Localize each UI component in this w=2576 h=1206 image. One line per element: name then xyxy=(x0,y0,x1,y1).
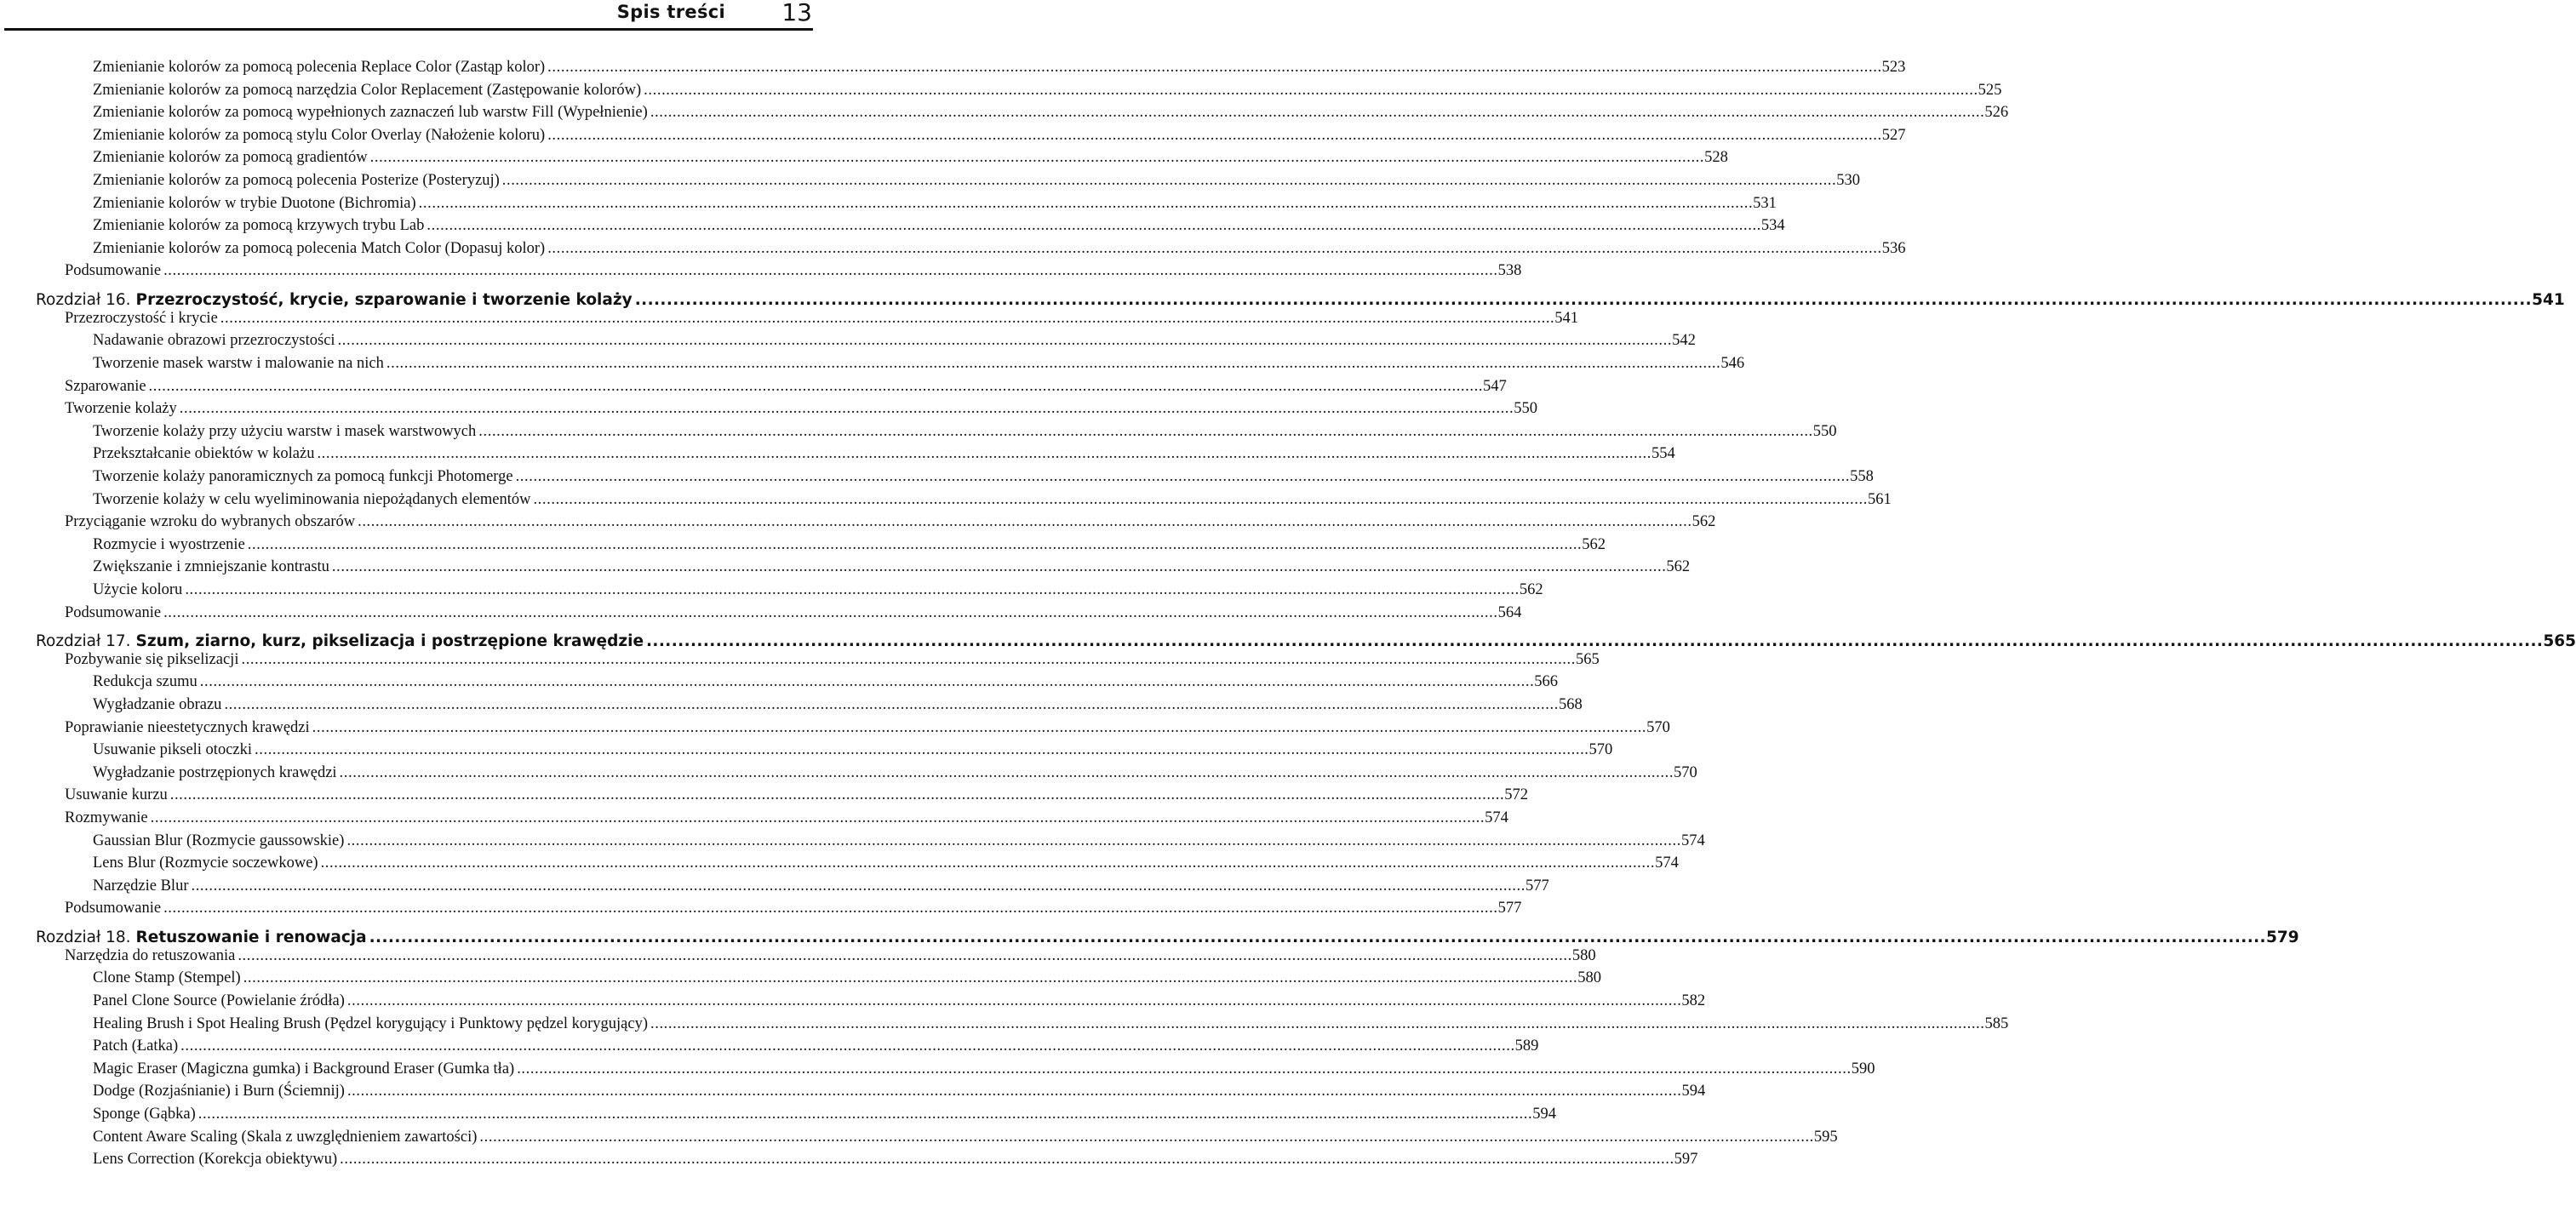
entry-title: Zmienianie kolorów za pomocą gradientów xyxy=(93,149,368,167)
entry-page-number: 528 xyxy=(1704,149,1728,167)
entry-page-number: 579 xyxy=(2265,929,2299,946)
entry-page-number: 565 xyxy=(2543,632,2576,651)
dot-leader: ............................................................................................................................................................................................................................................................................................................ xyxy=(179,400,1514,418)
entry-title: Przezroczystość, krycie, szparowanie i tworzenie kolaży xyxy=(135,291,633,309)
dot-leader: ............................................................................................................................................................................................................................................................................................................ xyxy=(148,377,1484,395)
toc-section xyxy=(0,377,1507,400)
toc-section xyxy=(0,603,1522,626)
entry-title: Zmienianie kolorów za pomocą wypełnionych zaznaczeń lub warstw Fill (Wypełnienie) xyxy=(93,104,648,122)
entry-page-number: 574 xyxy=(1485,809,1508,826)
dot-leader: ............................................................................................................................................................................................................................................................................................................ xyxy=(150,809,1485,826)
toc-subsection xyxy=(0,422,1837,445)
entry-title: Podsumowanie xyxy=(65,900,162,917)
entry-title: Użycie koloru xyxy=(93,580,183,598)
toc-subsection xyxy=(0,877,1549,900)
entry-title: Sponge (Gąbka) xyxy=(93,1105,196,1123)
dot-leader: ............................................................................................................................................................................................................................................................................................................ xyxy=(547,239,1882,257)
dot-leader: ............................................................................................................................................................................................................................................................................................................ xyxy=(650,1015,1985,1032)
entry-title: Szum, ziarno, kurz, pikselizacja i postrzępione krawędzie xyxy=(135,632,644,651)
entry-title: Clone Stamp (Stempel) xyxy=(93,969,241,987)
entry-title: Lens Correction (Korekcja obiektywu) xyxy=(93,1151,338,1169)
dot-leader: ............................................................................................................................................................................................................................................................................................................ xyxy=(650,104,1985,122)
toc-subsection xyxy=(0,1128,1838,1151)
page-number: 13 xyxy=(781,0,812,26)
entry-title: Przekształcanie obiektów w kolażu xyxy=(93,445,315,463)
dot-leader: ............................................................................................................................................................................................................................................................................................................ xyxy=(515,467,1851,485)
toc-subsection xyxy=(0,81,2002,104)
entry-page-number: 561 xyxy=(1867,490,1892,508)
dot-leader: ............................................................................................................................................................................................................................................................................................................ xyxy=(547,59,1882,76)
toc-subsection xyxy=(0,1060,1875,1083)
dot-leader: ............................................................................................................................................................................................................................................................................................................ xyxy=(199,673,1535,691)
toc-subsection xyxy=(0,172,1860,194)
dot-leader: ............................................................................................................................................................................................................................................................................................................ xyxy=(340,1151,1674,1169)
entry-page-number: 554 xyxy=(1651,445,1675,463)
dot-leader: ............................................................................................................................................................................................................................................................................................................ xyxy=(644,81,1978,99)
entry-page-number: 534 xyxy=(1760,217,1785,235)
entry-page-number: 590 xyxy=(1851,1060,1875,1077)
toc-subsection xyxy=(0,332,1696,354)
toc-subsection xyxy=(0,558,1691,580)
entry-page-number: 547 xyxy=(1483,377,1507,395)
entry-page-number: 570 xyxy=(1674,763,1697,781)
entry-page-number: 580 xyxy=(1571,946,1596,964)
toc-section xyxy=(0,262,1522,284)
toc-subsection xyxy=(0,741,1613,763)
entry-page-number: 594 xyxy=(1532,1105,1556,1123)
dot-leader: ............................................................................................................................................................................................................................................................................................................ xyxy=(478,422,1813,440)
toc-section xyxy=(0,718,1670,741)
toc-subsection xyxy=(0,217,1785,239)
entry-title: Lens Blur (Rozmycie soczewkowe) xyxy=(93,854,318,872)
toc-subsection xyxy=(0,354,1745,377)
dot-leader: ............................................................................................................................................................................................................................................................................................................ xyxy=(331,558,1667,576)
entry-page-number: 597 xyxy=(1674,1151,1698,1169)
entry-title: Narzędzia do retuszowania xyxy=(65,946,236,964)
toc-subsection xyxy=(0,490,1892,513)
entry-title: Zmienianie kolorów za pomocą stylu Color Overlay (Nałożenie koloru) xyxy=(93,126,546,144)
entry-title: Usuwanie pikseli otoczki xyxy=(93,741,253,759)
dot-leader: ............................................................................................................................................................................................................................................................................................................ xyxy=(224,696,1559,713)
toc-subsection xyxy=(0,1037,1539,1060)
toc-section xyxy=(0,513,1716,535)
dot-leader: ............................................................................................................................................................................................................................................................................................................ xyxy=(369,929,2266,946)
dot-leader: ............................................................................................................................................................................................................................................................................................................ xyxy=(418,194,1754,212)
entry-title: Narzędzie Blur xyxy=(93,877,189,894)
entry-title: Gaussian Blur (Rozmycie gaussowskie) xyxy=(93,832,345,849)
toc-subsection xyxy=(0,673,1559,695)
dot-leader: ............................................................................................................................................................................................................................................................................................................ xyxy=(185,580,1520,598)
entry-page-number: 577 xyxy=(1525,877,1549,894)
dot-leader: ............................................................................................................................................................................................................................................................................................................ xyxy=(533,490,1868,508)
toc-subsection xyxy=(0,1151,1698,1173)
dot-leader: ............................................................................................................................................................................................................................................................................................................ xyxy=(339,763,1674,781)
entry-page-number: 546 xyxy=(1720,354,1745,372)
entry-title: Zmienianie kolorów za pomocą polecenia Replace Color (Zastąp kolor) xyxy=(93,59,546,76)
dot-leader: ............................................................................................................................................................................................................................................................................................................ xyxy=(646,632,2544,651)
entry-page-number: 542 xyxy=(1672,332,1696,350)
entry-title: Tworzenie kolaży przy użyciu warstw i masek warstwowych xyxy=(93,422,477,440)
dot-leader: ............................................................................................................................................................................................................................................................................................................ xyxy=(220,309,1555,327)
toc-section xyxy=(0,400,1537,422)
toc-subsection xyxy=(0,580,1543,603)
entry-page-number: 580 xyxy=(1577,969,1601,987)
entry-title: Zmienianie kolorów za pomocą narzędzia Color Replacement (Zastępowanie kolorów) xyxy=(93,81,642,99)
dot-leader: ............................................................................................................................................................................................................................................................................................................ xyxy=(197,1105,1533,1123)
entry-page-number: 523 xyxy=(1881,59,1906,76)
toc-section xyxy=(0,946,1596,969)
toc-subsection xyxy=(0,149,1728,171)
entry-title: Tworzenie kolaży panoramicznych za pomocą funkcji Photomerge xyxy=(93,467,513,485)
entry-page-number: 525 xyxy=(1978,81,2002,99)
toc-subsection xyxy=(0,535,1606,558)
entry-page-number: 572 xyxy=(1504,786,1528,804)
entry-title: Nadawanie obrazowi przezroczystości xyxy=(93,332,335,350)
entry-page-number: 594 xyxy=(1681,1083,1706,1100)
chapter-label: Rozdział 18. xyxy=(36,929,131,946)
toc-section xyxy=(0,809,1508,832)
entry-page-number: 595 xyxy=(1813,1128,1838,1146)
entry-title: Dodge (Rozjaśnianie) i Burn (Ściemnij) xyxy=(93,1083,345,1100)
toc-section xyxy=(0,650,1600,673)
toc-subsection xyxy=(0,854,1679,877)
running-header-title: Spis treści xyxy=(616,2,725,22)
entry-title: Szparowanie xyxy=(65,377,146,395)
entry-title: Retuszowanie i renowacja xyxy=(135,929,367,946)
entry-title: Magic Eraser (Magiczna gumka) i Background Eraser (Gumka tła) xyxy=(93,1060,515,1077)
entry-page-number: 550 xyxy=(1514,400,1537,418)
entry-page-number: 527 xyxy=(1881,126,1906,144)
entry-title: Zmienianie kolorów za pomocą polecenia Match Color (Dopasuj kolor) xyxy=(93,239,546,257)
entry-page-number: 562 xyxy=(1519,580,1543,598)
dot-leader: ............................................................................................................................................................................................................................................................................................................ xyxy=(517,1060,1852,1077)
entry-page-number: 562 xyxy=(1692,513,1716,531)
toc-subsection xyxy=(0,969,1601,992)
dot-leader: ............................................................................................................................................................................................................................................................................................................ xyxy=(180,1037,1515,1055)
entry-page-number: 531 xyxy=(1753,194,1777,212)
dot-leader: ............................................................................................................................................................................................................................................................................................................ xyxy=(369,149,1705,167)
entry-page-number: 585 xyxy=(1984,1015,2009,1032)
entry-page-number: 589 xyxy=(1514,1037,1539,1055)
toc-subsection xyxy=(0,467,1874,490)
entry-title: Patch (Łatka) xyxy=(93,1037,179,1055)
toc-section xyxy=(0,309,1579,332)
entry-title: Rozmycie i wyostrzenie xyxy=(93,535,245,553)
toc-subsection xyxy=(0,239,1906,262)
entry-title: Panel Clone Source (Powielanie źródła) xyxy=(93,992,345,1009)
entry-page-number: 562 xyxy=(1582,535,1606,553)
entry-page-number: 565 xyxy=(1575,650,1600,668)
entry-page-number: 541 xyxy=(1554,309,1579,327)
toc-section xyxy=(0,786,1528,809)
dot-leader: ............................................................................................................................................................................................................................................................................................................ xyxy=(346,832,1681,849)
entry-title: Zmienianie kolorów za pomocą krzywych trybu Lab xyxy=(93,217,425,235)
dot-leader: ............................................................................................................................................................................................................................................................................................................ xyxy=(320,854,1656,872)
entry-page-number: 574 xyxy=(1680,832,1705,849)
entry-page-number: 570 xyxy=(1646,718,1670,736)
entry-title: Podsumowanie xyxy=(65,603,162,621)
entry-page-number: 577 xyxy=(1497,900,1522,917)
dot-leader: ............................................................................................................................................................................................................................................................................................................ xyxy=(501,172,1837,189)
chapter-label: Rozdział 17. xyxy=(36,632,131,651)
entry-title: Pozbywanie się pikselizacji xyxy=(65,650,239,668)
toc-section xyxy=(0,900,1522,922)
entry-title: Tworzenie kolaży w celu wyeliminowania niepożądanych elementów xyxy=(93,490,531,508)
entry-page-number: 541 xyxy=(2532,291,2565,309)
entry-page-number: 538 xyxy=(1497,262,1522,280)
dot-leader: ............................................................................................................................................................................................................................................................................................................ xyxy=(243,969,1578,987)
toc-subsection xyxy=(0,104,2009,126)
entry-page-number: 574 xyxy=(1655,854,1679,872)
entry-page-number: 566 xyxy=(1534,673,1559,691)
entry-title: Przyciąganie wzroku do wybranych obszarów xyxy=(65,513,356,531)
entry-title: Rozmywanie xyxy=(65,809,148,826)
dot-leader: ............................................................................................................................................................................................................................................................................................................ xyxy=(547,126,1882,144)
dot-leader: ............................................................................................................................................................................................................................................................................................................ xyxy=(163,603,1498,621)
entry-page-number: 562 xyxy=(1666,558,1691,576)
dot-leader: ............................................................................................................................................................................................................................................................................................................ xyxy=(312,718,1647,736)
toc-subsection xyxy=(0,1083,1706,1105)
toc-subsection xyxy=(0,832,1705,854)
toc-subsection xyxy=(0,126,1906,149)
entry-title: Zmienianie kolorów w trybie Duotone (Bichromia) xyxy=(93,194,416,212)
entry-title: Content Aware Scaling (Skala z uwzględnieniem zawartości) xyxy=(93,1128,478,1146)
dot-leader: ............................................................................................................................................................................................................................................................................................................ xyxy=(634,291,2533,309)
toc-subsection xyxy=(0,59,1906,81)
entry-title: Przezroczystość i krycie xyxy=(65,309,218,327)
chapter-label: Rozdział 16. xyxy=(36,291,131,309)
toc-subsection xyxy=(0,992,1706,1015)
entry-title: Tworzenie masek warstw i malowanie na nich xyxy=(93,354,384,372)
toc-subsection xyxy=(0,445,1675,467)
entry-title: Redukcja szumu xyxy=(93,673,197,691)
entry-title: Zmienianie kolorów za pomocą polecenia Posterize (Posteryzuj) xyxy=(93,172,500,189)
entry-title: Wygładzanie postrzępionych krawędzi xyxy=(93,763,337,781)
entry-title: Tworzenie kolaży xyxy=(65,400,177,418)
entry-page-number: 536 xyxy=(1881,239,1906,257)
toc-subsection xyxy=(0,1105,1556,1128)
entry-page-number: 558 xyxy=(1850,467,1874,485)
dot-leader: ............................................................................................................................................................................................................................................................................................................ xyxy=(169,786,1505,804)
dot-leader: ............................................................................................................................................................................................................................................................................................................ xyxy=(346,992,1682,1009)
dot-leader: ............................................................................................................................................................................................................................................................................................................ xyxy=(358,513,1692,531)
entry-title: Podsumowanie xyxy=(65,262,162,280)
entry-title: Wygładzanie obrazu xyxy=(93,696,222,713)
dot-leader: ............................................................................................................................................................................................................................................................................................................ xyxy=(426,217,1761,235)
dot-leader: ............................................................................................................................................................................................................................................................................................................ xyxy=(255,741,1589,759)
dot-leader: ............................................................................................................................................................................................................................................................................................................ xyxy=(317,445,1652,463)
dot-leader: ............................................................................................................................................................................................................................................................................................................ xyxy=(479,1128,1814,1146)
entry-title: Zwiększanie i zmniejszanie kontrastu xyxy=(93,558,329,576)
dot-leader: ............................................................................................................................................................................................................................................................................................................ xyxy=(163,262,1498,280)
entry-page-number: 582 xyxy=(1681,992,1706,1009)
entry-page-number: 530 xyxy=(1836,172,1860,189)
dot-leader: ............................................................................................................................................................................................................................................................................................................ xyxy=(241,650,1576,668)
entry-title: Usuwanie kurzu xyxy=(65,786,168,804)
dot-leader: ............................................................................................................................................................................................................................................................................................................ xyxy=(337,332,1673,350)
toc-subsection xyxy=(0,1015,2009,1037)
entry-page-number: 526 xyxy=(1984,104,2009,122)
dot-leader: ............................................................................................................................................................................................................................................................................................................ xyxy=(247,535,1583,553)
entry-page-number: 564 xyxy=(1497,603,1522,621)
dot-leader: ............................................................................................................................................................................................................................................................................................................ xyxy=(238,946,1572,964)
entry-page-number: 550 xyxy=(1812,422,1837,440)
entry-page-number: 568 xyxy=(1558,696,1583,713)
entry-title: Healing Brush i Spot Healing Brush (Pędzel korygujący i Punktowy pędzel korygujący) xyxy=(93,1015,648,1032)
toc-subsection xyxy=(0,696,1583,718)
dot-leader: ............................................................................................................................................................................................................................................................................................................ xyxy=(346,1083,1682,1100)
dot-leader: ............................................................................................................................................................................................................................................................................................................ xyxy=(191,877,1526,894)
toc-subsection xyxy=(0,194,1777,217)
dot-leader: ............................................................................................................................................................................................................................................................................................................ xyxy=(163,900,1498,917)
entry-title: Poprawianie nieestetycznych krawędzi xyxy=(65,718,310,736)
entry-page-number: 570 xyxy=(1589,741,1613,759)
dot-leader: ............................................................................................................................................................................................................................................................................................................ xyxy=(386,354,1721,372)
toc-subsection xyxy=(0,763,1697,786)
